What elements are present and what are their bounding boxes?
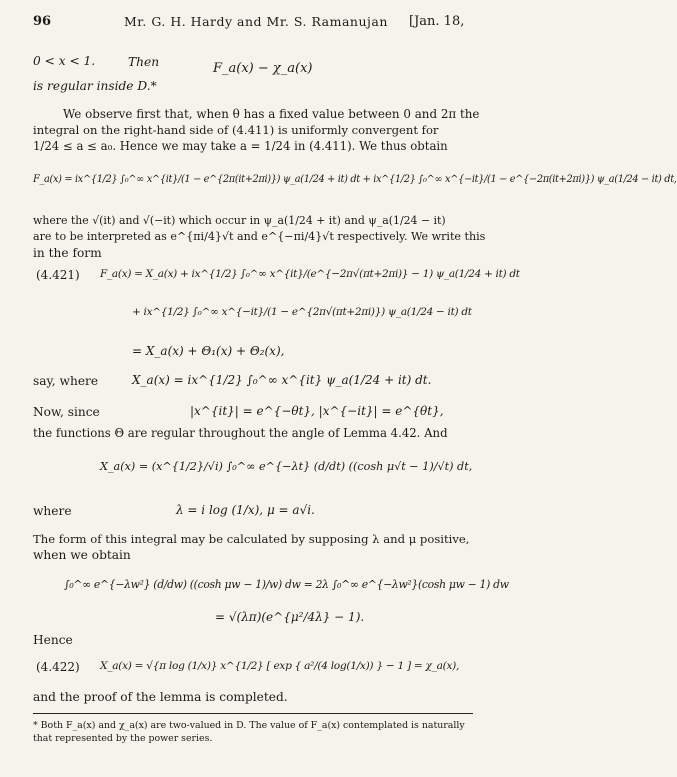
- equation-f-integral: F_a(x) = ix^{1/2} ∫₀^∞ x^{it}/(1 − e^{2π(it+2πi)}) ψ_a(1/24 + it) dt + ix^{1/2} ∫₀^∞ x^{−it}/(1 − e^{−2π(it+2πi)}) ψ_a(1/24 − it) dt,: [33, 174, 677, 185]
- equation-gaussian-integral: ∫₀^∞ e^{−λw²} (d/dw) ((cosh μw − 1)/w) dw = 2λ ∫₀^∞ e^{−λw²}(cosh μw − 1) dw: [64, 578, 509, 591]
- equation-x-a: X_a(x) = ix^{1/2} ∫₀^∞ x^{it} ψ_a(1/24 + it) dt.: [132, 373, 432, 387]
- header-date: [Jan. 18,: [409, 14, 465, 29]
- equation-4-422: X_a(x) = √{π log (1/x)} x^{1/2} [ exp { a²/(4 log(1/x)) } − 1 ] = χ_a(x),: [100, 660, 460, 672]
- equation-gaussian-result: = √(λπ)(e^{μ²/4λ} − 1).: [215, 610, 365, 624]
- equation-label-4-422: (4.422): [36, 660, 80, 674]
- condition-text: 0 < x < 1.: [33, 54, 96, 68]
- paragraph-line: where the √(it) and √(−it) which occur in ψ_a(1/24 + it) and ψ_a(1/24 − it): [33, 214, 446, 227]
- paragraph-line: integral on the right-hand side of (4.411) is uniformly convergent for: [33, 123, 439, 137]
- equation-label-4-421: (4.421): [36, 268, 80, 282]
- equation-4-421-line-3: = X_a(x) + Θ₁(x) + Θ₂(x),: [132, 344, 285, 358]
- equation-lambda-mu: λ = i log (1/x), μ = a√i.: [176, 503, 315, 517]
- paragraph-line: in the form: [33, 246, 102, 260]
- paragraph-line: when we obtain: [33, 548, 131, 562]
- hence-text: Hence: [33, 633, 73, 647]
- difference-expression: F_a(x) − χ_a(x): [213, 61, 313, 76]
- where-text: where: [33, 504, 72, 518]
- running-title: Mr. G. H. Hardy and Mr. S. Ramanujan: [124, 14, 388, 29]
- footnote-text: * Both F_a(x) and χ_a(x) are two-valued in D. The value of F_a(x) contemplated is naturally that represented by the power series.: [33, 720, 465, 744]
- equation-4-421-line-2: + ix^{1/2} ∫₀^∞ x^{−it}/(1 − e^{2π√(πt+2πi)}) ψ_a(1/24 − it) dt: [132, 306, 472, 318]
- paragraph-line: the functions Θ are regular throughout the angle of Lemma 4.42. And: [33, 426, 448, 440]
- equation-4-421-line-1: F_a(x) = X_a(x) + ix^{1/2} ∫₀^∞ x^{it}/(e^{−2π√(πt+2πi)} − 1) ψ_a(1/24 + it) dt: [100, 268, 520, 280]
- footnote-rule: [33, 713, 473, 714]
- equation-abs-values: |x^{it}| = e^{−θt}, |x^{−it}| = e^{θt},: [190, 404, 444, 418]
- proof-complete-text: and the proof of the lemma is completed.: [33, 690, 288, 704]
- now-since-text: Now, since: [33, 405, 100, 419]
- then-word: Then: [128, 55, 160, 69]
- equation-x-a-cosh: X_a(x) = (x^{1/2}/√i) ∫₀^∞ e^{−λt} (d/dt) ((cosh μ√t − 1)/√t) dt,: [100, 460, 473, 473]
- say-where-text: say, where: [33, 374, 99, 388]
- paragraph-line: The form of this integral may be calculated by supposing λ and μ positive,: [33, 532, 470, 546]
- page-number: 96: [33, 14, 52, 29]
- paragraph-line: We observe first that, when θ has a fixed value between 0 and 2π the: [63, 107, 480, 121]
- regular-statement: is regular inside D.*: [33, 79, 157, 93]
- paragraph-line: 1/24 ≤ a ≤ a₀. Hence we may take a = 1/24 in (4.411). We thus obtain: [33, 139, 448, 153]
- paragraph-line: are to be interpreted as e^{πi/4}√t and e^{−πi/4}√t respectively. We write this: [33, 230, 486, 243]
